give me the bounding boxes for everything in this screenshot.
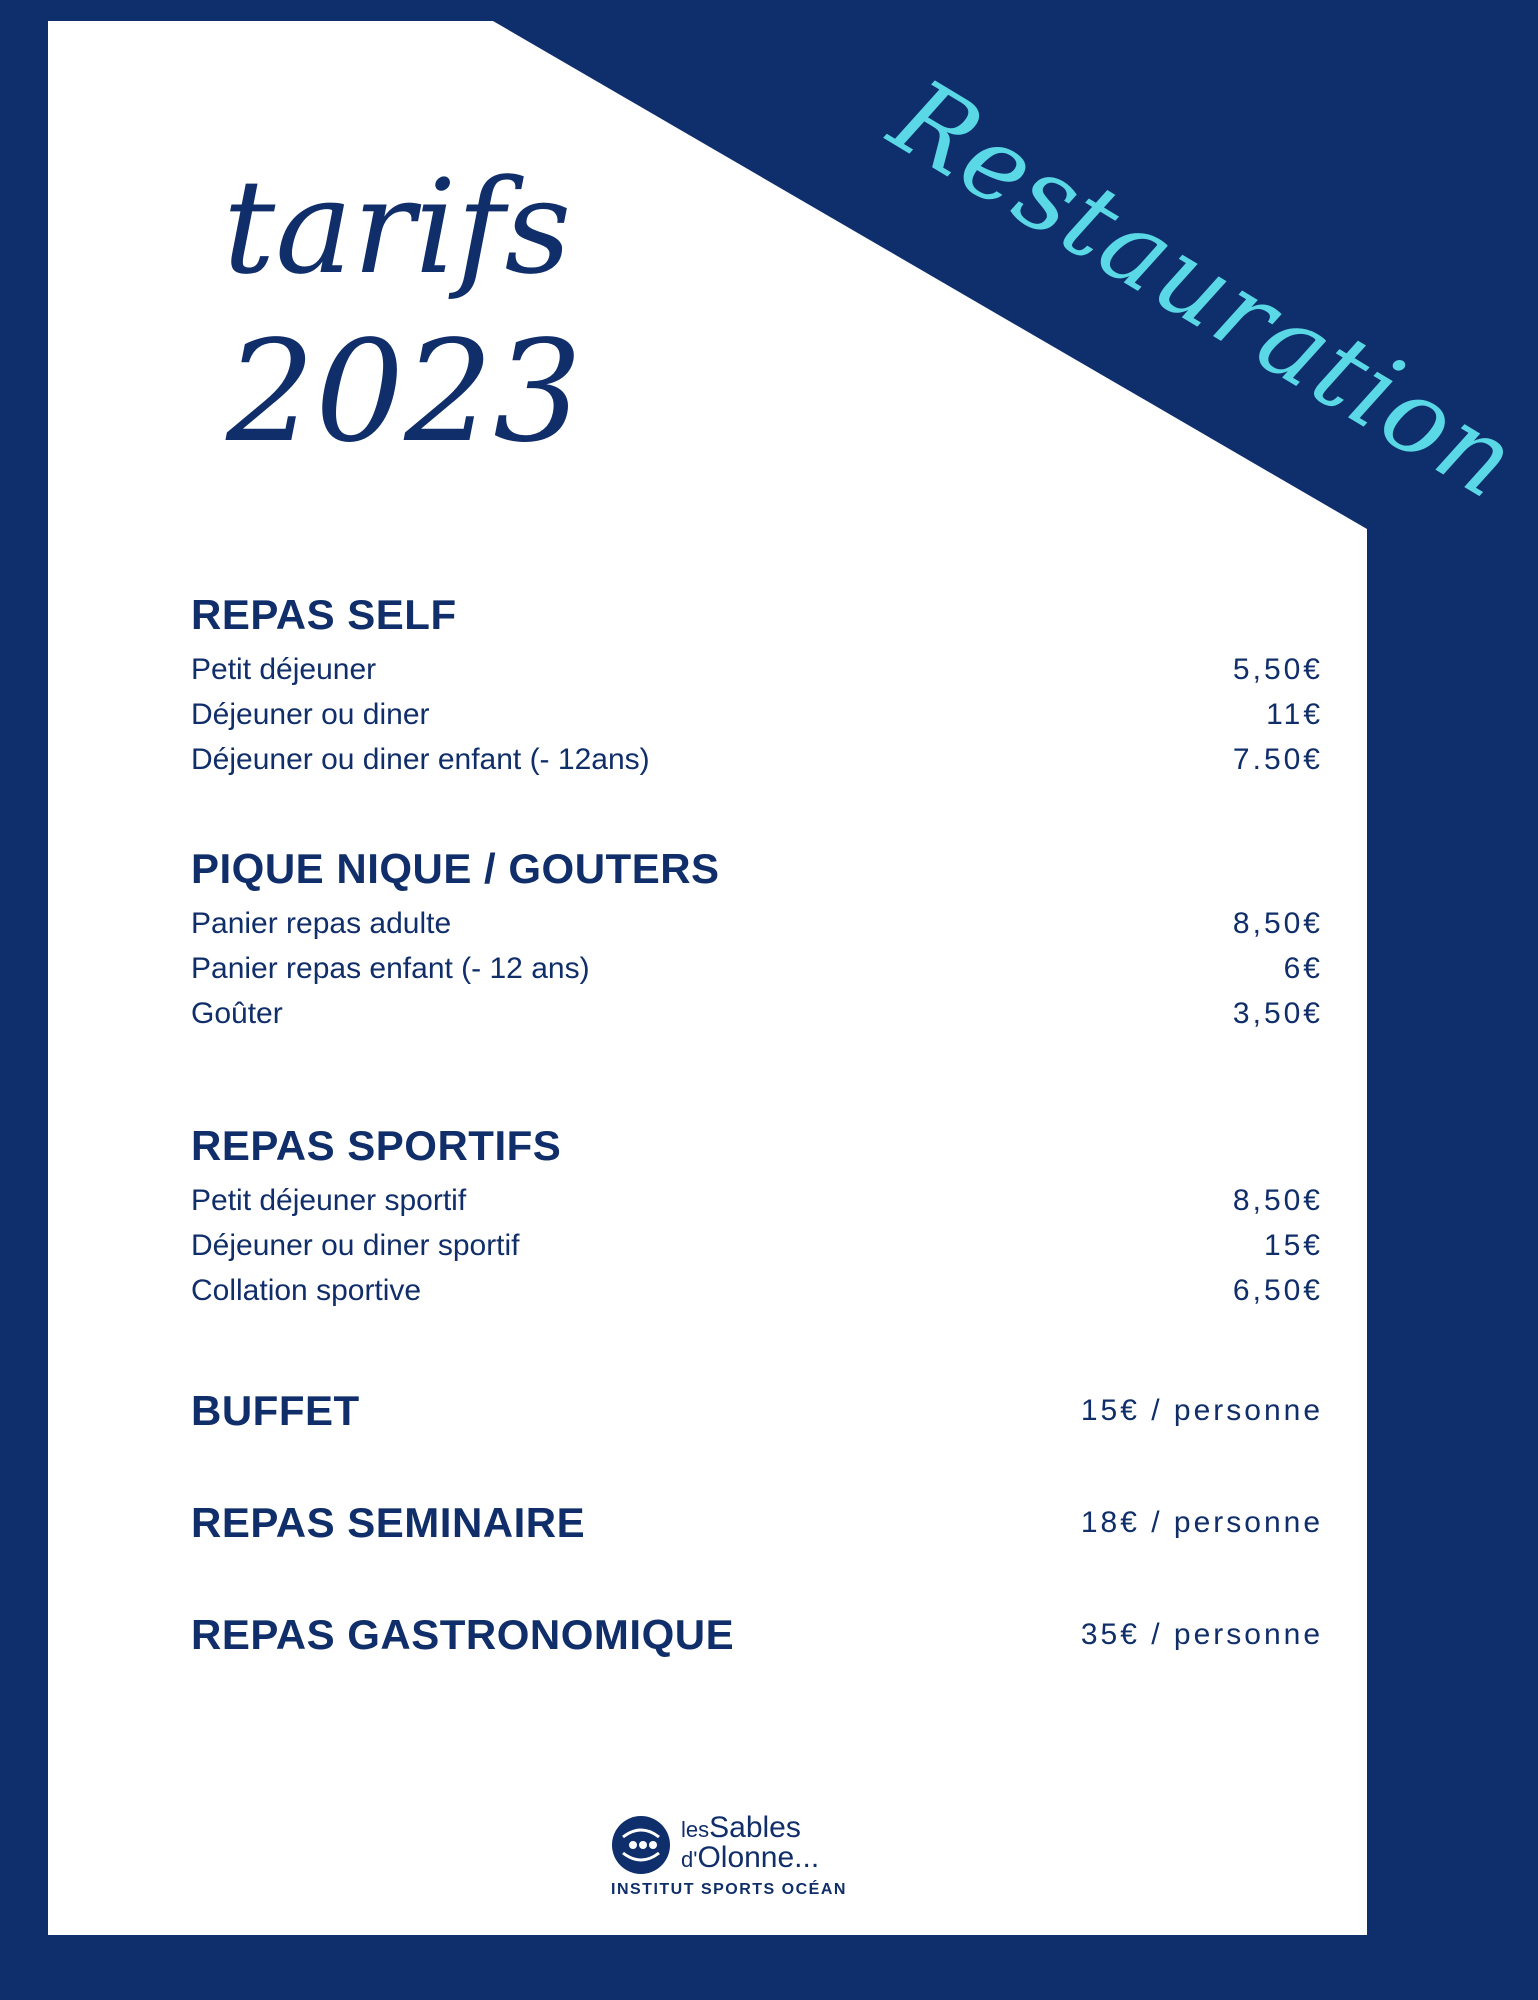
list-item [191, 653, 1323, 698]
list-item [191, 743, 1323, 788]
item-label: Petit déjeuner [191, 653, 377, 686]
list-item [191, 1274, 1323, 1319]
item-price: 7.50€ [1232, 743, 1323, 776]
page-title-year: 2023 [226, 311, 583, 474]
price-list [191, 591, 1323, 1663]
item-price: 8,50€ [1232, 1184, 1323, 1217]
section-heading: REPAS SELF [191, 591, 457, 638]
list-item [191, 952, 1323, 997]
item-price: 15€ / personne [1080, 1394, 1323, 1427]
list-item [191, 997, 1323, 1042]
item-price: 11€ [1266, 698, 1323, 731]
logo-text-line2: d'Olonne... [681, 1841, 820, 1874]
item-price: 8,50€ [1232, 907, 1323, 940]
page-title-line1: tarifs [223, 151, 572, 303]
section-pique-nique [191, 845, 1323, 1042]
item-label: Goûter [191, 997, 283, 1030]
section-heading: REPAS SEMINAIRE [191, 1499, 586, 1546]
item-price: 15€ [1263, 1229, 1323, 1262]
item-label: Panier repas adulte [191, 907, 452, 940]
section-heading: PIQUE NIQUE / GOUTERS [191, 845, 720, 892]
flat-rate-buffet [191, 1383, 1323, 1439]
list-item [191, 907, 1323, 952]
item-price: 18€ / personne [1080, 1506, 1323, 1539]
item-price: 35€ / personne [1080, 1618, 1323, 1651]
item-label: Déjeuner ou diner sportif [191, 1229, 520, 1262]
item-price: 6€ [1283, 952, 1323, 985]
price-sheet [48, 21, 1538, 1935]
item-label: Panier repas enfant (- 12 ans) [191, 952, 590, 985]
item-price: 6,50€ [1232, 1274, 1323, 1307]
logo-subtitle: INSTITUT SPORTS OCÉAN [611, 1881, 847, 1898]
section-heading: REPAS SPORTIFS [191, 1122, 562, 1169]
section-heading: BUFFET [191, 1387, 360, 1434]
item-price: 5,50€ [1232, 653, 1323, 686]
section-repas-sportifs [191, 1122, 1323, 1319]
item-label: Petit déjeuner sportif [191, 1184, 467, 1217]
list-item [191, 1184, 1323, 1229]
item-price: 3,50€ [1232, 997, 1323, 1030]
banner-title: Restauration [871, 55, 1538, 523]
list-item [191, 698, 1323, 743]
logo-text-line1: lesSables [681, 1811, 801, 1844]
flat-rate-gastronomique [191, 1607, 1323, 1663]
item-label: Déjeuner ou diner enfant (- 12ans) [191, 743, 650, 776]
section-repas-self [191, 591, 1323, 788]
item-label: Collation sportive [191, 1274, 422, 1307]
item-label: Déjeuner ou diner [191, 698, 430, 731]
logo-icon [611, 1815, 671, 1875]
list-item [191, 1229, 1323, 1274]
flat-rate-seminaire [191, 1495, 1323, 1551]
footer-logo [611, 1811, 871, 1901]
section-heading: REPAS GASTRONOMIQUE [191, 1611, 735, 1658]
